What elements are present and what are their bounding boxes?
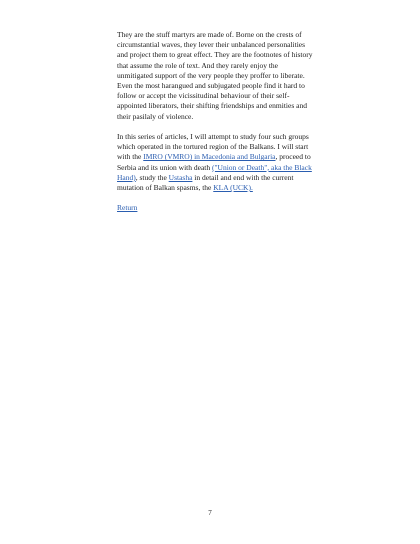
link-kla[interactable]: KLA (UCK). bbox=[213, 183, 253, 193]
paragraph-series bbox=[117, 132, 313, 193]
paragraph-text: In this series of articles, I will attempt to study four such groups which operated in the tortured region of the Balkans. I will start with the bbox=[117, 132, 309, 162]
paragraph-intro: They are the stuff martyrs are made of. Borne on the crests of circumstantial waves, they lever their unbalanced personalities and project them to great effect. They are the footnotes of history that assume the role of text. And they rarely enjoy the unmitigated support of the very people they proffer to liberate. Even the most harangued and subjugated people find it hard to follow or accept the vicissitudinal behaviour of their self-appointed liberators, their shifting friendships and enmities and their pasilaly of violence. bbox=[117, 30, 313, 121]
article-body bbox=[117, 30, 313, 224]
return-paragraph bbox=[117, 203, 313, 213]
link-ustasha[interactable]: Ustasha bbox=[168, 172, 193, 182]
paragraph-text: , study the bbox=[135, 172, 169, 182]
return-link[interactable]: Return bbox=[117, 203, 138, 213]
page-number: 7 bbox=[208, 509, 212, 517]
link-black-hand[interactable]: ("Union or Death", aka the Black Hand) bbox=[117, 162, 312, 182]
paragraph-text: , proceed to Serbia and its union with death bbox=[117, 152, 311, 172]
paragraph-text: in detail and end with the current mutation of Balkan spasms, the bbox=[117, 172, 294, 193]
link-imro[interactable]: IMRO (VMRO) in Macedonia and Bulgaria bbox=[143, 152, 276, 162]
